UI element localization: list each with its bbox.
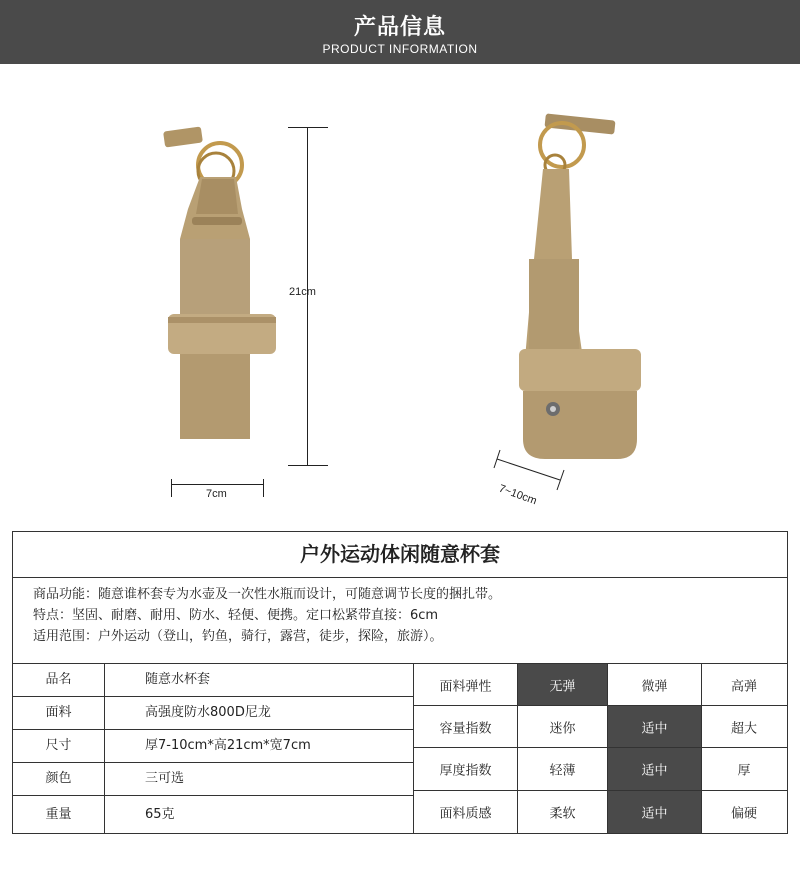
dim-width-line: [171, 484, 263, 485]
dim-width-left-tick: [171, 479, 172, 497]
spec-key: 重量: [13, 796, 105, 833]
spec-value: 厚7-10cm*高21cm*宽7cm: [145, 738, 311, 753]
rating-option: 适中: [608, 706, 702, 747]
rating-grid: [413, 664, 787, 833]
section-header: [0, 0, 800, 64]
dim-width-label: 7cm: [206, 488, 227, 500]
spec-list: [13, 664, 413, 833]
spec-key: 品名: [13, 664, 105, 696]
rating-label: 容量指数: [414, 706, 518, 747]
product-photos: [0, 64, 800, 524]
product-description: [33, 584, 773, 647]
section-title: 产品信息: [353, 15, 446, 40]
spec-row: [13, 796, 413, 833]
rating-option: 迷你: [518, 706, 608, 747]
spec-value: 高强度防水800D尼龙: [145, 705, 271, 720]
rating-option: 微弹: [608, 664, 702, 705]
rating-option: 柔软: [518, 791, 608, 833]
dim-height-bottom-tick: [288, 465, 328, 466]
dim-height-label: 21cm: [289, 286, 316, 298]
spec-row: [13, 730, 413, 763]
section-subtitle: PRODUCT INFORMATION: [322, 42, 478, 56]
rating-row: [414, 791, 788, 833]
product-spec-table: [12, 531, 788, 834]
product-side-image: [505, 109, 655, 489]
spec-key: 尺寸: [13, 730, 105, 762]
spec-row: [13, 763, 413, 796]
spec-key: 颜色: [13, 763, 105, 795]
dim-width-right-tick: [263, 479, 264, 497]
rating-option: 偏硬: [730, 806, 757, 822]
rating-label: 面料质感: [414, 791, 518, 833]
rating-option: 超大: [730, 721, 757, 736]
rating-option: 适中: [608, 791, 702, 833]
dim-height-top-tick: [288, 127, 328, 128]
spec-value: 三可选: [145, 771, 185, 786]
rating-label: 厚度指数: [414, 748, 518, 790]
rating-row: [414, 748, 788, 791]
spec-row: [13, 697, 413, 730]
spec-key: 面料: [13, 697, 105, 729]
rating-option: 轻薄: [518, 748, 608, 790]
rating-row: [414, 706, 788, 748]
spec-row: [13, 664, 413, 697]
desc-line: 商品功能：随意谁杯套专为水壶及一次性水瓶而设计，可随意调节长度的捆扎带。: [33, 587, 502, 602]
rating-option: 厚: [737, 763, 751, 779]
rating-label: 面料弹性: [414, 664, 518, 705]
spec-value: 65克: [145, 807, 175, 822]
dim-diameter-label: 7~10cm: [497, 482, 539, 508]
product-title: 户外运动体闲随意杯套: [13, 532, 787, 578]
rating-option: 高弹: [730, 679, 757, 694]
spec-value: 随意水杯套: [145, 672, 211, 687]
product-front-image: [150, 119, 290, 479]
rating-row: [414, 664, 788, 706]
desc-line: 特点：坚固、耐磨、耐用、防水、轻便、便携。定口松紧带直接：6cm: [33, 608, 439, 623]
desc-line: 适用范围：户外运动（登山，钓鱼，骑行，露营，徒步，探险，旅游）。: [33, 629, 443, 644]
rating-option: 适中: [608, 748, 702, 790]
rating-option: 无弹: [518, 664, 608, 705]
